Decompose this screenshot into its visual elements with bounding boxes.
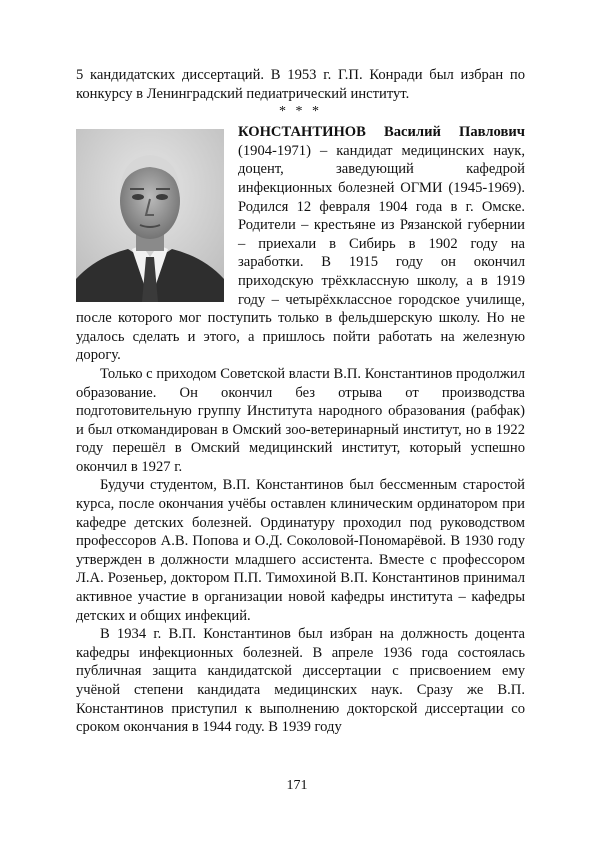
text-column — [76, 66, 525, 737]
bio-lead-text: (1904-1971) – кандидат медицинских наук, доцент, заведующий кафедрой инфекционных болезней ОГМИ (1945-1969). Родился 12 февраля 1904 года в г. Омске. Родители – крестьяне из Рязанской губернии – приехали в Сибирь в 1902 году на заработки. В 1915 году он окончил приходскую трёхклассную школу, а в 1919 году – четырёхклассное городское училище, после которого мог поступить только в фельдшерскую школу. Но не удалось сделать и этого, а пришлось пойти работать на железную дорогу. — [76, 142, 525, 364]
body-paragraph-1: Только с приходом Советской власти В.П. Константинов продолжил образование. Он окончил без отрыва от производства подготовительную группу Института народного образования (рабфак) и был откомандирован в Омский зоо-ветеринарный институт, но в 1922 году перешёл в Омский медицинский институт, который успешно окончил в 1927 г. — [76, 365, 525, 475]
section-separator: * * * — [279, 104, 322, 120]
body-paragraph-3: В 1934 г. В.П. Константинов был избран на должность доцента кафедры инфекционных болезней. В апреле 1936 года состоялась публичная защита кандидатской диссертации с присвоением ему учёной степени кандидата медицинских наук. Сразу же В.П. Константинов приступил к выполнению докторской диссертации со сроком окончания в 1944 году. В 1939 году — [76, 626, 525, 736]
portrait-photo — [76, 129, 224, 302]
person-name: КОНСТАНТИНОВ Василий Павлович — [238, 124, 525, 141]
portrait-image — [76, 129, 224, 302]
intro-paragraph: 5 кандидатских диссертаций. В 1953 г. Г.П. Конради был избран по конкурсу в Ленинградский педиатрический институт. — [76, 67, 525, 102]
body-paragraph-2: Будучи студентом, В.П. Константинов был бессменным старостой курса, после окончания учёбы оставлен клиническим ординатором при кафедре детских болезней. Ординатуру проходил под руководством профессоров А.В. Попова и О.Д. Соколовой-Пономарёвой. В 1930 году утвержден в должности младшего ассистента. Вместе с профессором Л.А. Розеньер, доктором П.П. Тимохиной В.П. Константинов принимал активное участие в организации новой кафедры института – кафедры детских и общих инфекций. — [76, 477, 525, 624]
page-number: 171 — [286, 778, 308, 793]
